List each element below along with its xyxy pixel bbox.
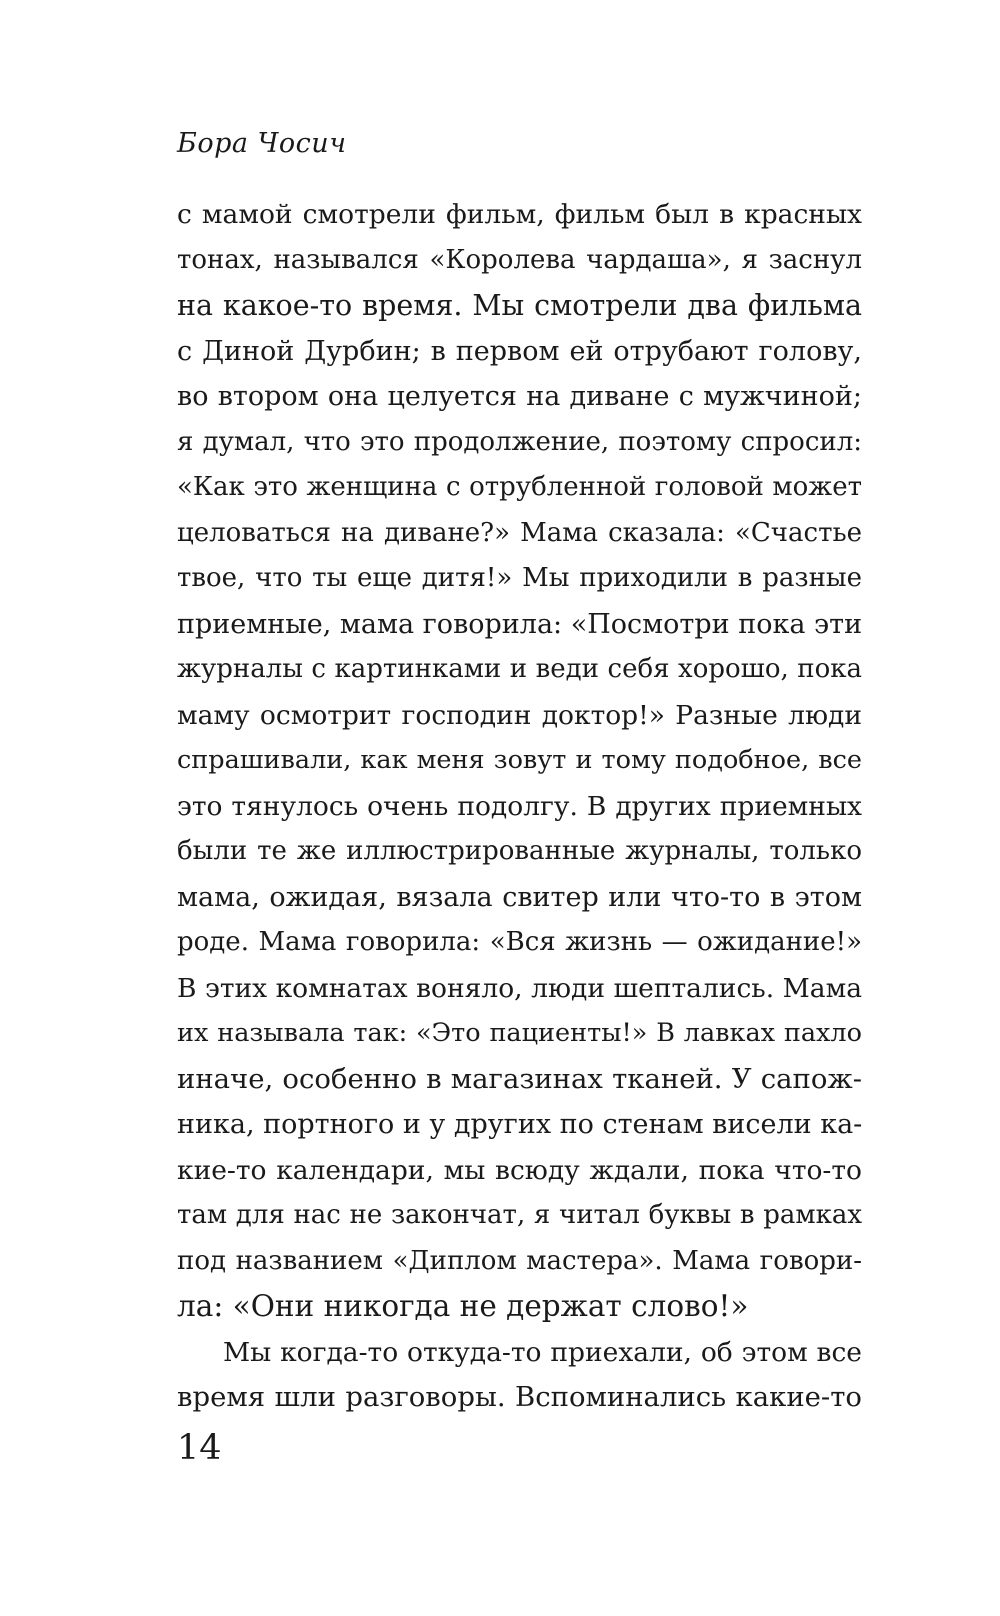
text-line: твое, что ты еще дитя!» Мы приходили в разные: [177, 563, 862, 593]
text-line: роде. Мама говорила: «Вся жизнь — ожидание!»: [177, 927, 862, 957]
text-line: во втором она целуется на диване с мужчиной;: [177, 381, 862, 412]
text-line: на какое-то время. Мы смотрели два фильма: [177, 289, 862, 322]
text-line: тонах, назывался «Королева чардаша», я заснул: [177, 244, 862, 275]
text-line: приемные, мама говорила: «Посмотри пока эти: [177, 608, 863, 640]
text-line: «Как это женщина с отрубленной головой может: [177, 472, 862, 502]
running-head: Бора Чосич: [177, 128, 347, 159]
text-line: целоваться на диване?» Мама сказала: «Счастье: [177, 517, 862, 548]
text-line: иначе, особенно в магазинах тканей. У сапож-: [177, 1062, 862, 1095]
text-line: я думал, что это продолжение, поэтому спросил:: [177, 426, 862, 457]
text-line: журналы с картинками и веди себя хорошо, пока: [177, 654, 862, 684]
text-line: ла: «Они никогда не держат слово!»: [177, 1289, 749, 1323]
text-line: это тянулось очень подолгу. В других приемных: [177, 790, 862, 822]
text-line: с Диной Дурбин; в первом ей отрубают голову,: [177, 335, 862, 367]
text-line: ника, портного и у других по стенам висели ка-: [177, 1109, 863, 1140]
text-line: кие-то календари, мы всюду ждали, пока что-то: [177, 1154, 862, 1186]
text-line: с мамой смотрели фильм, фильм был в красных: [177, 199, 862, 230]
text-line: были те же иллюстрированные журналы, только: [177, 836, 862, 866]
page-number: 14: [177, 1428, 222, 1468]
text-line: время шли разговоры. Вспоминались какие-то: [177, 1381, 862, 1413]
body-text: [177, 192, 862, 1421]
text-line: их называла так: «Это пациенты!» В лавках пахло: [177, 1018, 862, 1048]
text-line: мама, ожидая, вязала свитер или что-то в этом: [177, 881, 862, 913]
text-line: В этих комнатах воняло, люди шептались. Мама: [177, 972, 862, 1004]
text-line: под названием «Диплом мастера». Мама говори-: [177, 1245, 862, 1276]
paragraph-start-line: Мы когда-то откуда-то приехали, об этом все: [223, 1336, 862, 1368]
text-line: там для нас не закончат, я читал буквы в рамках: [177, 1200, 862, 1230]
text-line: маму осмотрит господин доктор!» Разные люди: [177, 699, 862, 731]
text-line: спрашивали, как меня зовут и тому подобное, все: [177, 745, 862, 775]
